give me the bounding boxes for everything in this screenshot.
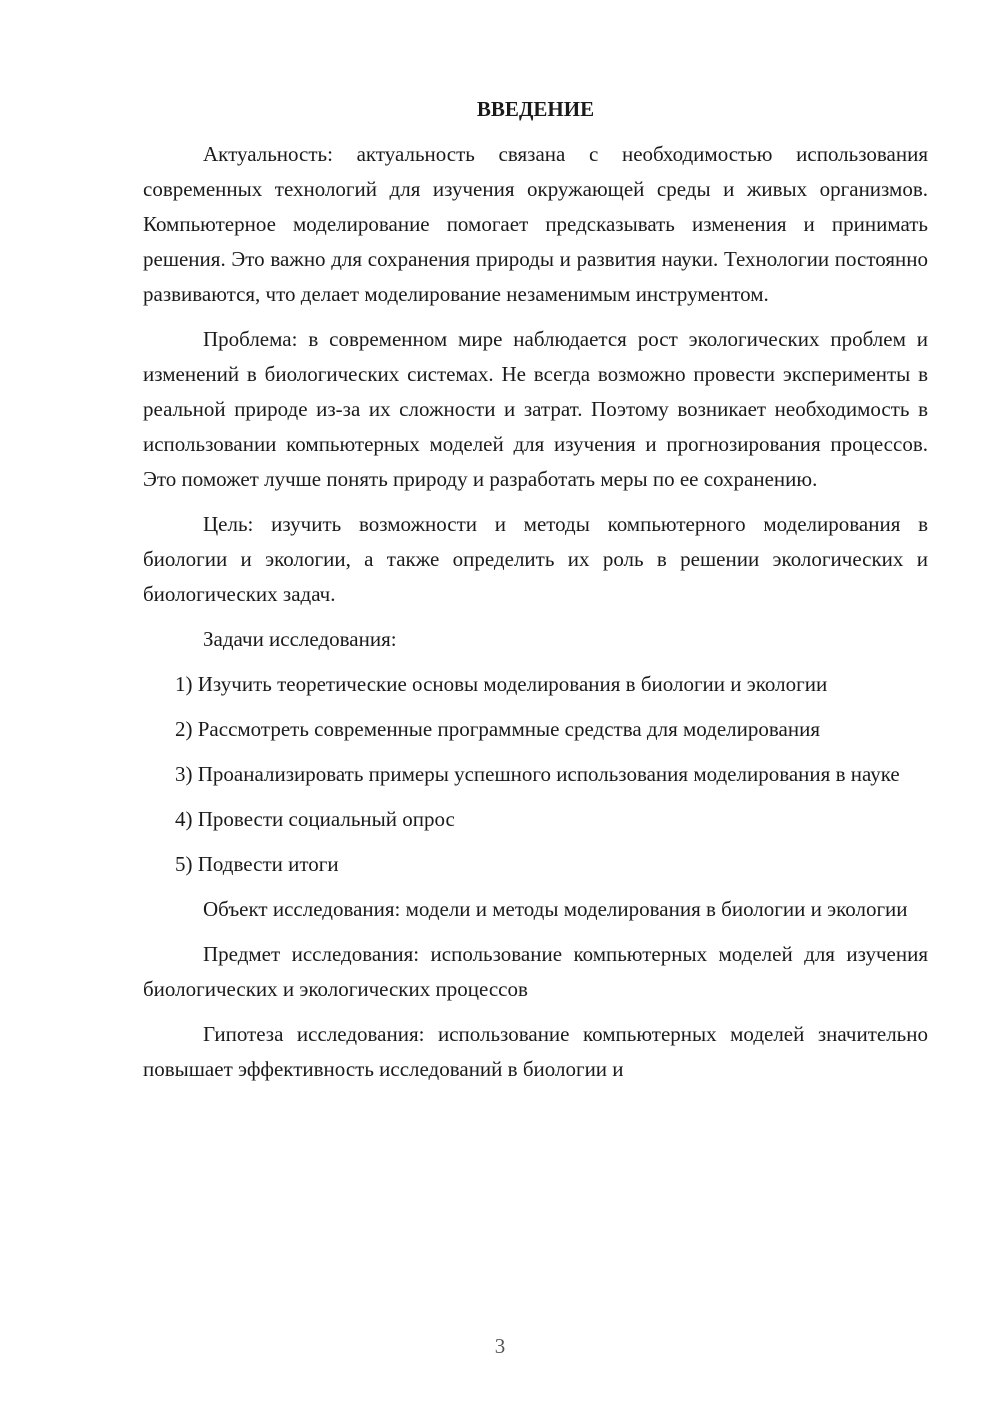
section-heading: ВВЕДЕНИЕ [476, 97, 595, 121]
subject-paragraph: Предмет исследования: использование компьютерных моделей для изучения биологических и экологических процессов [143, 942, 928, 1001]
task-item: 1) Изучить теоретические основы моделирования в биологии и экологии [175, 672, 828, 696]
task-item: 5) Подвести итоги [175, 852, 339, 876]
problem-paragraph: Проблема: в современном мире наблюдается рост экологических проблем и изменений в биологических системах. Не всегда возможно провести эксперименты в реальной природе из-за их сложности и затрат. Поэтому возникает необходимость в использовании компьютерных моделей для изучения и прогнозирования процессов. Это поможет лучше понять природу и разработать меры по ее сохранению. [143, 327, 928, 491]
task-item: 2) Рассмотреть современные программные средства для моделирования [175, 717, 820, 741]
relevance-paragraph: Актуальность: актуальность связана с необходимостью использования современных технологий для изучения окружающей среды и живых организмов. Компьютерное моделирование помогает предсказывать изменения и принимать решения. Это важно для сохранения природы и развития науки. Технологии постоянно развиваются, что делает моделирование незаменимым инструментом. [143, 142, 928, 306]
document-page [143, 92, 928, 1097]
task-item: 4) Провести социальный опрос [175, 807, 455, 831]
page-number: 3 [494, 1334, 506, 1358]
goal-paragraph: Цель: изучить возможности и методы компьютерного моделирования в биологии и экологии, а также определить их роль в решении экологических и биологических задач. [143, 512, 928, 606]
object-paragraph: Объект исследования: модели и методы моделирования в биологии и экологии [203, 897, 908, 921]
hypothesis-paragraph: Гипотеза исследования: использование компьютерных моделей значительно повышает эффективность исследований в биологии и [143, 1022, 928, 1081]
task-item: 3) Проанализировать примеры успешного использования моделирования в науке [175, 762, 900, 786]
tasks-title: Задачи исследования: [203, 627, 397, 651]
